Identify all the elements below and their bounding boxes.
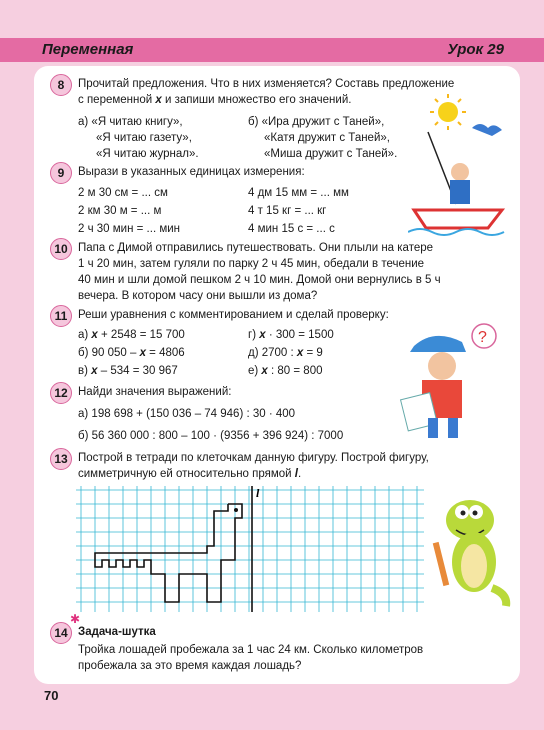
task10-line4: вечера. В котором часу они вышли из дома? [78,290,318,302]
task14-line2: пробежала за это время каждая лошадь? [78,660,302,672]
task-number-13: 13 [50,448,72,470]
task9-c1: 2 м 30 см = ... см [78,187,168,199]
task11-a: а) x + 2548 = 15 700 [78,329,185,341]
task11-d: г) x · 300 = 1500 [248,329,334,341]
task8-b3: «Миша дружит с Таней». [264,148,398,160]
task-number-8: 8 [50,74,72,96]
task-number-12: 12 [50,382,72,404]
task9-d1: 4 дм 15 мм = ... мм [248,187,349,199]
page-number: 70 [44,688,59,703]
task9-c3: 2 ч 30 мин = ... мин [78,223,181,235]
figure-outline [95,504,242,602]
task14-line1: Тройка лошадей пробежала за 1 час 24 км. Сколько километров [78,644,424,656]
task-number-10: 10 [50,238,72,260]
task12-title: Найди значения выражений: [78,386,232,398]
task9-d2: 4 т 15 кг = ... кг [248,205,327,217]
task13-line1: Построй в тетради по клеточкам данную фигуру. Построй фигуру, [78,452,429,464]
task-number-14: 14 [50,622,72,644]
axis-label: l [256,486,260,500]
task12-b: б) 56 360 000 : 800 – 100 · (9356 + 396 924) : 7000 [78,430,344,442]
grid-lines [76,486,424,612]
bird-icon [472,124,502,136]
task8-b1: б) «Ира дружит с Таней», [248,116,385,128]
task-number-11: 11 [50,305,72,327]
task12-a: а) 198 698 + (150 036 – 74 946) : 30 · 400 [78,408,296,420]
lesson-title: Урок 29 [447,41,504,58]
sun-icon [438,102,458,122]
task10-line3: 40 мин и шли домой пешком 2 ч 10 мин. Домой они вернулись в 5 ч [78,274,441,286]
dinosaur-illustration [432,490,512,608]
task8-b2: «Катя дружит с Таней», [264,132,390,144]
task11-title: Реши уравнения с комментированием и сделай проверку: [78,309,389,321]
task8-a3: «Я читаю журнал». [96,148,199,160]
task8-line2: с переменной x и запиши множество его значений. [78,94,352,106]
task13-line2: симметричную ей относительно прямой l. [78,468,302,480]
topic-title: Переменная [42,41,134,58]
grid-figure [76,486,424,612]
star-icon: ✱ [70,612,81,626]
page-header [0,38,544,62]
svg-text:?: ? [478,329,487,346]
task11-c: в) x – 534 = 30 967 [78,365,178,377]
task-number-9: 9 [50,162,72,184]
task8-a1: а) «Я читаю книгу», [78,116,183,128]
task9-title: Вырази в указанных единицах измерения: [78,166,305,178]
figure-eye [234,508,238,512]
task10-line2: 1 ч 20 мин, затем гуляли по парку 2 ч 45 мин, обедали в течение [78,258,425,270]
task14-title: Задача-шутка [78,626,156,638]
pencil-character-illustration [398,314,508,444]
task9-c2: 2 км 30 м = ... м [78,205,162,217]
task11-e: д) 2700 : x = 9 [248,347,323,359]
task11-b: б) 90 050 – x = 4806 [78,347,185,359]
task9-d3: 4 мин 15 с = ... с [248,223,335,235]
task10-line1: Папа с Димой отправились путешествовать. Они плыли на катере [78,242,434,254]
boat-fisher-illustration [408,92,512,244]
task11-f: е) x : 80 = 800 [248,365,323,377]
task8-a2: «Я читаю газету», [96,132,192,144]
task8-line1: Прочитай предложения. Что в них изменяется? Составь предложение [78,78,455,90]
